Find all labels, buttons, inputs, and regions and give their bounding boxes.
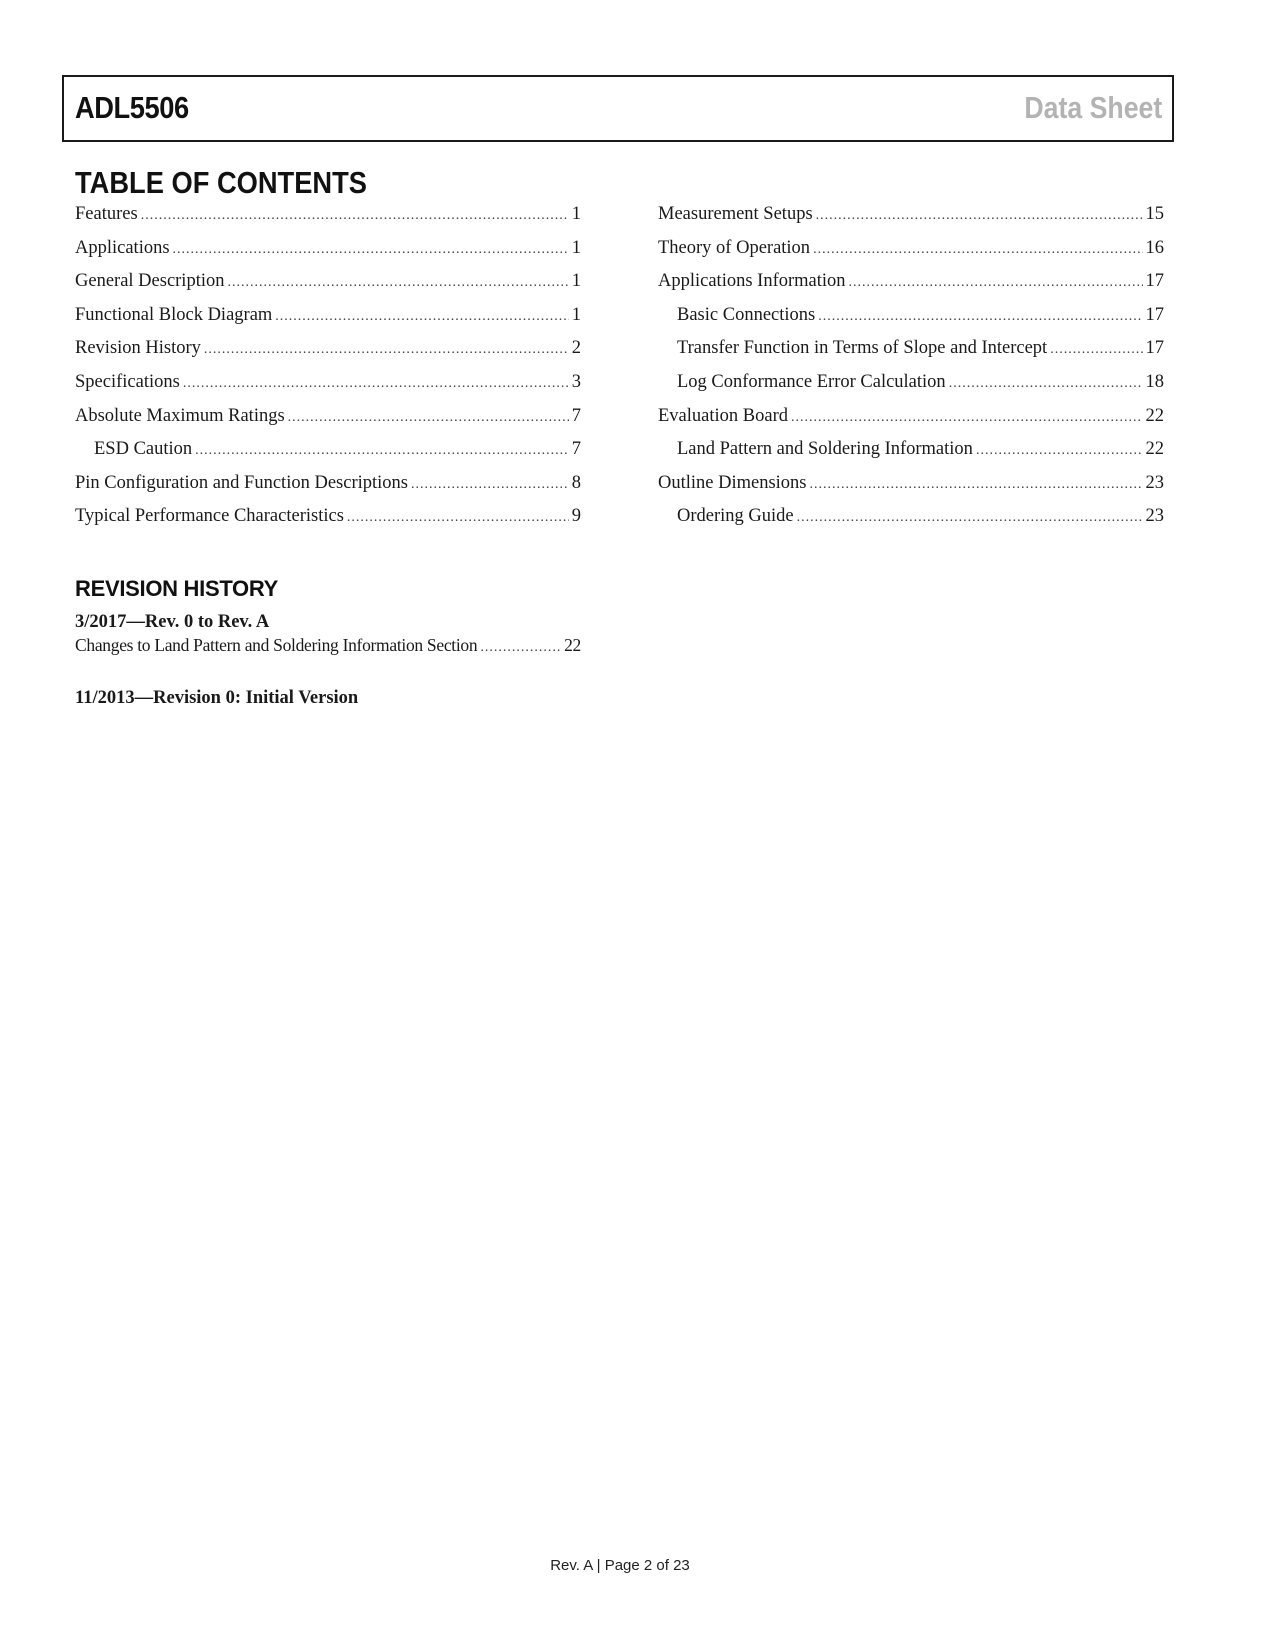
toc-entry-label: Functional Block Diagram	[75, 304, 273, 325]
toc-entry-basic-connections[interactable]	[658, 305, 1164, 339]
toc-right-column	[658, 204, 1164, 540]
toc-entry-transfer-function[interactable]	[658, 338, 1164, 372]
toc-left-column	[75, 204, 581, 540]
toc-leader-dots	[1050, 342, 1142, 358]
revision-change-line[interactable]	[75, 635, 581, 656]
toc-entry-page: 18	[1145, 371, 1164, 392]
toc-leader-dots	[173, 242, 569, 258]
toc-entry-functional-block-diagram[interactable]	[75, 305, 581, 339]
toc-entry-label: Features	[75, 204, 138, 224]
toc-leader-dots	[797, 510, 1143, 526]
toc-leader-dots	[288, 410, 569, 426]
toc-entry-applications-information[interactable]	[658, 271, 1164, 305]
toc-leader-dots	[275, 309, 568, 325]
header-bar	[62, 75, 1174, 142]
toc-leader-dots	[183, 376, 569, 392]
toc-entry-theory-of-operation[interactable]	[658, 238, 1164, 272]
toc-leader-dots	[141, 208, 569, 224]
toc-entry-typical-performance[interactable]	[75, 506, 581, 540]
toc-entry-label: Theory of Operation	[658, 237, 811, 258]
toc-entry-page: 7	[571, 405, 581, 426]
toc-leader-dots	[818, 309, 1142, 325]
toc-leader-dots	[411, 477, 569, 493]
toc-entry-page: 1	[571, 271, 581, 292]
toc-title: TABLE OF CONTENTS	[75, 165, 367, 200]
toc-entry-label: Basic Connections	[677, 304, 816, 325]
toc-leader-dots	[204, 342, 569, 358]
toc-leader-dots	[810, 477, 1143, 493]
revision-change-text: Changes to Land Pattern and Soldering Information Section	[75, 635, 478, 655]
toc-entry-page: 22	[1145, 439, 1164, 460]
toc-entry-label: Log Conformance Error Calculation	[677, 371, 946, 392]
toc-entry-page: 8	[571, 472, 581, 493]
toc-entry-log-conformance[interactable]	[658, 372, 1164, 406]
toc-entry-label: Evaluation Board	[658, 405, 788, 426]
toc-entry-page: 7	[571, 439, 581, 460]
part-number: ADL5506	[75, 90, 189, 125]
toc-entry-page: 9	[571, 506, 581, 527]
page-footer: Rev. A | Page 2 of 23	[550, 1557, 690, 1574]
toc-entry-label: Applications Information	[658, 271, 846, 292]
toc-entry-label: Absolute Maximum Ratings	[75, 405, 285, 426]
toc-entry-page: 3	[571, 371, 581, 392]
toc-entry-page: 17	[1145, 304, 1164, 325]
revision-heading: 3/2017—Rev. 0 to Rev. A	[75, 612, 270, 632]
toc-entry-page: 1	[571, 304, 581, 325]
toc-entry-page: 23	[1145, 506, 1164, 527]
toc-entry-outline-dimensions[interactable]	[658, 473, 1164, 507]
toc-entry-page: 17	[1145, 338, 1164, 359]
toc-entry-page: 16	[1145, 237, 1164, 258]
toc-entry-general-description[interactable]	[75, 271, 581, 305]
toc-entry-pin-configuration[interactable]	[75, 473, 581, 507]
toc-entry-label: Applications	[75, 237, 170, 258]
toc-leader-dots	[816, 208, 1143, 224]
toc-entry-label: Pin Configuration and Function Descriptions	[75, 472, 408, 493]
toc-entry-evaluation-board[interactable]	[658, 406, 1164, 440]
toc-entry-label: Specifications	[75, 371, 180, 392]
toc-entry-label: General Description	[75, 271, 225, 292]
toc-entry-page: 15	[1145, 204, 1164, 224]
toc-entry-features[interactable]	[75, 204, 581, 238]
toc-entry-label: Transfer Function in Terms of Slope and Intercept	[677, 338, 1048, 359]
revision-entry	[75, 688, 581, 709]
toc-entry-page: 2	[571, 338, 581, 359]
toc-entry-page: 23	[1145, 472, 1164, 493]
toc-entry-page: 1	[571, 237, 581, 258]
toc-leader-dots	[813, 242, 1142, 258]
toc-entry-label: Land Pattern and Soldering Information	[677, 439, 973, 460]
toc-entry-land-pattern[interactable]	[658, 439, 1164, 473]
revision-change-page: 22	[564, 635, 581, 655]
toc-leader-dots	[227, 275, 568, 291]
toc-entry-label: Measurement Setups	[658, 204, 813, 224]
revision-history-title: REVISION HISTORY	[75, 576, 279, 601]
toc-entry-label: ESD Caution	[94, 439, 193, 460]
toc-entry-label: Ordering Guide	[677, 506, 794, 527]
toc-leader-dots	[195, 443, 569, 459]
toc-entry-ordering-guide[interactable]	[658, 506, 1164, 540]
toc-entry-applications[interactable]	[75, 238, 581, 272]
toc-leader-dots	[347, 510, 569, 526]
revision-leader-dots	[480, 640, 561, 656]
toc-entry-page: 22	[1145, 405, 1164, 426]
toc-entry-specifications[interactable]	[75, 372, 581, 406]
toc-entry-absolute-maximum-ratings[interactable]	[75, 406, 581, 440]
toc-entry-page: 1	[571, 204, 581, 224]
toc-entry-page: 17	[1145, 271, 1164, 292]
revision-heading: 11/2013—Revision 0: Initial Version	[75, 688, 359, 708]
toc-entry-esd-caution[interactable]	[75, 439, 581, 473]
toc-entry-label: Revision History	[75, 338, 201, 359]
document-type: Data Sheet	[1024, 90, 1162, 125]
toc-entry-label: Outline Dimensions	[658, 472, 807, 493]
toc-leader-dots	[976, 443, 1143, 459]
revision-entry	[75, 612, 581, 656]
toc-entry-measurement-setups[interactable]	[658, 204, 1164, 238]
toc-leader-dots	[791, 410, 1143, 426]
toc-entry-revision-history[interactable]	[75, 338, 581, 372]
toc-leader-dots	[849, 275, 1143, 291]
toc-entry-label: Typical Performance Characteristics	[75, 506, 344, 527]
toc-leader-dots	[949, 376, 1143, 392]
